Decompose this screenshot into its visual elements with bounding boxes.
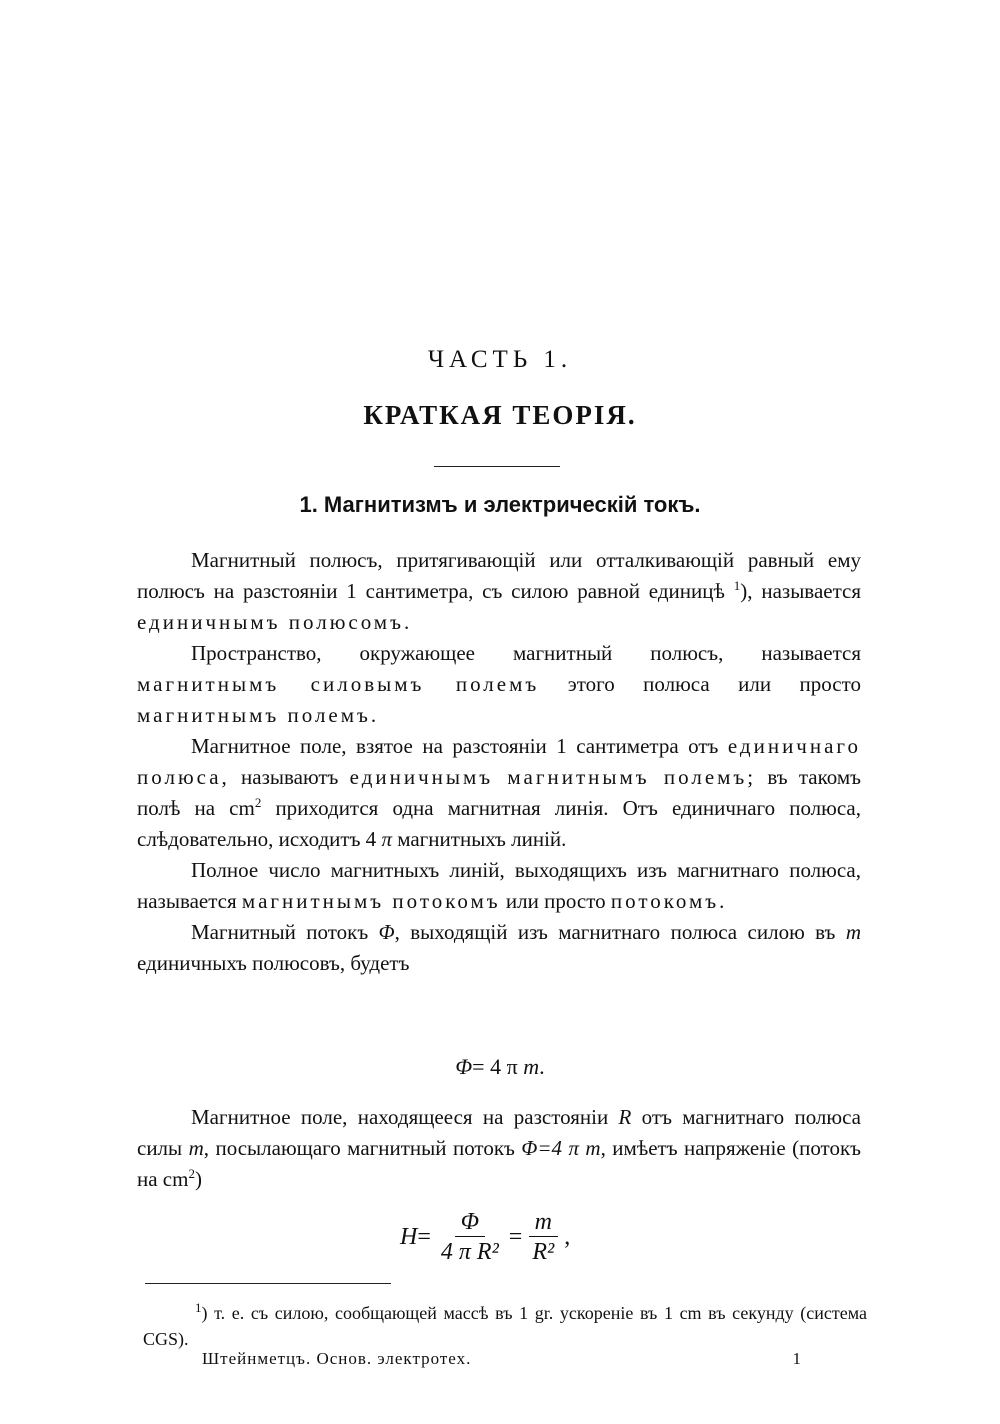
- p3-text-i: магнитныхъ линій.: [397, 827, 567, 851]
- body-text-top: [137, 545, 861, 979]
- paragraph-2: [137, 638, 861, 731]
- term-unit-magnetic-field: единичнымъ магнитнымъ полемъ;: [349, 765, 757, 789]
- page-number: 1: [792, 1349, 802, 1368]
- p4-text-a: Полное число магнитныхъ линій, выходящихъ изъ магнитнаго полюса, называется: [137, 858, 861, 913]
- p1-text-b: ), называется: [740, 579, 861, 603]
- fraction-2: [526, 1208, 560, 1267]
- p3-text-e: въ такомъ полѣ на cm: [137, 765, 862, 820]
- p6-text-a: Магнитное поле, находящееся на разстояніи: [191, 1105, 609, 1129]
- fraction-2-numerator: m: [529, 1208, 558, 1237]
- p5-text-b: , выходящій изъ магнитнаго полюса силою въ: [394, 920, 836, 944]
- formula1-phi: Φ: [455, 1054, 473, 1079]
- body-text-bottom: [137, 1102, 861, 1195]
- footnote-text: [143, 1300, 867, 1352]
- p6-text-b: отъ магнитнаго полюса силы: [137, 1105, 861, 1160]
- formula2-H: H: [400, 1223, 418, 1250]
- section-title: 1. Магнитизмъ и электрическій токъ.: [299, 492, 701, 517]
- title-divider: [434, 466, 560, 469]
- footnote-mark: 1: [195, 1300, 202, 1315]
- p3-text-g: приходится одна магнитная линія. Отъ единичнаго полюса, слѣдовательно, исходитъ 4: [137, 796, 861, 851]
- p3-text-a: Магнитное поле, взятое на разстояніи 1 сантиметра отъ: [191, 734, 719, 758]
- formula2-eq2: =: [508, 1223, 523, 1250]
- formula2-eq1: =: [417, 1223, 431, 1250]
- p3-text-c: называютъ: [241, 765, 339, 789]
- formula1-eq: = 4 π: [472, 1054, 524, 1079]
- term-magnetic-field: магнитнымъ полемъ.: [137, 703, 380, 727]
- part-title: ЧАСТЬ 1.: [427, 346, 573, 373]
- page-footer: [202, 1349, 802, 1369]
- R-symbol: R: [618, 1105, 632, 1129]
- p6-text-c: , посылающаго магнитный потокъ: [203, 1136, 515, 1160]
- fraction-1-denominator: 4 π R²: [440, 1238, 499, 1265]
- fraction-1-numerator: Φ: [455, 1208, 485, 1237]
- paragraph-5: [137, 917, 861, 979]
- term-unit-pole: единичнымъ полюсомъ.: [137, 610, 413, 634]
- paragraph-1: [137, 545, 861, 638]
- formula2-comma: ,: [564, 1223, 571, 1250]
- term-magnetic-force-field: магнитнымъ силовымъ полемъ: [137, 672, 540, 696]
- p6-phi-eq: Φ=4 π m: [521, 1136, 601, 1160]
- footnote-divider: [145, 1283, 391, 1284]
- pi-symbol: π: [381, 827, 392, 851]
- p2-text-c: этого полюса или просто: [567, 672, 862, 696]
- footnote-body: ) т. е. съ силою, сообщающей массѣ въ 1 gr. ускореніе въ 1 cm въ секунду (система CGS).: [143, 1303, 867, 1349]
- fraction-1: [435, 1208, 505, 1267]
- p6-text-e: ): [194, 1167, 202, 1191]
- fraction-2-denominator: R²: [532, 1238, 555, 1265]
- paragraph-4: [137, 855, 861, 917]
- m-symbol: m: [845, 920, 861, 944]
- footnote-ref: 1: [733, 578, 741, 593]
- p6-m-symbol: m: [188, 1136, 204, 1160]
- paragraph-3: [137, 731, 861, 855]
- paragraph-6: [137, 1102, 861, 1195]
- p4-text-c: или просто: [505, 889, 606, 913]
- phi-symbol: Φ: [378, 920, 395, 944]
- main-title: КРАТКАЯ ТЕОРІЯ.: [363, 400, 637, 430]
- p5-text-c: единичныхъ полюсовъ, будетъ: [137, 951, 410, 975]
- p2-text-a: Пространство, окружающее магнитный полюсъ, называется: [191, 641, 861, 665]
- formula1-dot: .: [539, 1054, 545, 1079]
- p1-text: Магнитный полюсъ, притягивающій или отталкивающій равный ему полюсъ на разстояніи 1 сантиметра, съ силою равной единицѣ: [137, 548, 861, 603]
- formula-field-strength: [400, 1202, 570, 1272]
- term-magnetic-flux: магнитнымъ потокомъ: [241, 889, 501, 913]
- p3-sup: 2: [254, 795, 262, 810]
- footer-running-title: Штейнметцъ. Основ. электротех.: [202, 1349, 472, 1368]
- p5-text-a: Магнитный потокъ: [191, 920, 369, 944]
- footnote: [143, 1300, 867, 1352]
- formula-flux: [0, 1054, 1000, 1080]
- term-unit-pole-gen: единичнаго полюса,: [137, 734, 862, 789]
- p6-sup: 2: [188, 1166, 195, 1181]
- formula1-m: m: [523, 1054, 540, 1079]
- p6-text-d: , имѣетъ напряженіе (потокъ на cm: [137, 1136, 862, 1191]
- term-flux: потокомъ.: [610, 889, 728, 913]
